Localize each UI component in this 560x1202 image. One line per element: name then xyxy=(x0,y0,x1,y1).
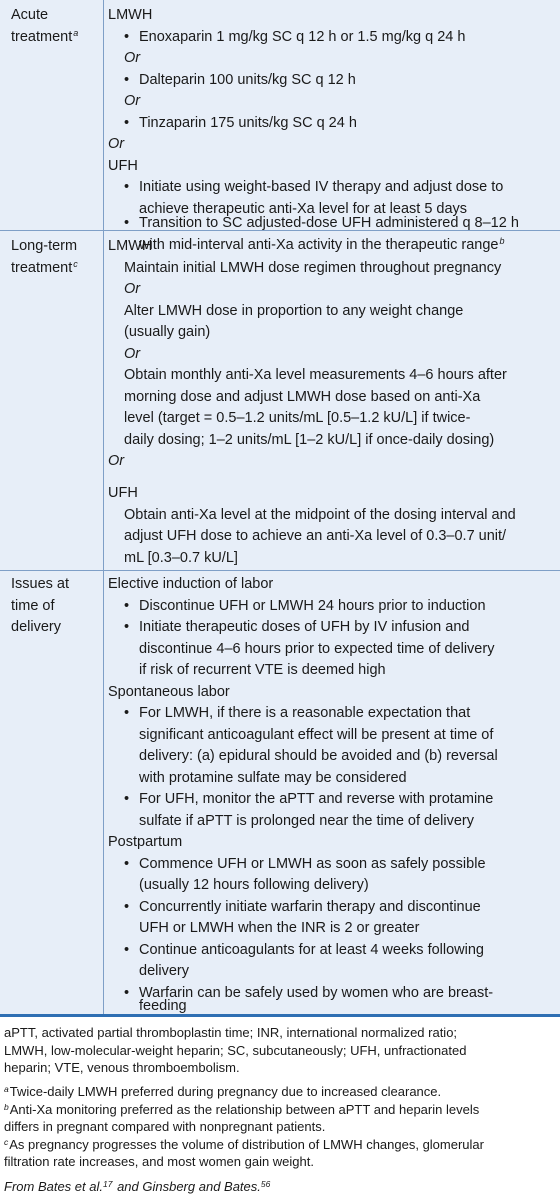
or-text: Or xyxy=(108,136,125,152)
list-item: daily dosing; 1–2 units/mL [1–2 kU/L] if once-daily dosing) xyxy=(124,431,495,448)
list-item: Enoxaparin 1 mg/kg SC q 12 h or 1.5 mg/kg q 24 h xyxy=(139,28,466,45)
list-item: Initiate therapeutic doses of UFH by IV infusion and xyxy=(139,619,470,635)
abbreviations: aPTT, activated partial thromboplastin time; INR, international normalized ratio; xyxy=(4,1025,458,1040)
list-item: Warfarin can be safely used by women who are breast- xyxy=(139,984,494,1001)
list-item: adjust UFH dose to achieve an anti-Xa level of 0.3–0.7 unit/ xyxy=(124,528,507,544)
or-text: Or xyxy=(108,453,125,469)
drug-heading: UFH xyxy=(108,157,138,174)
footnote-b: $^b$Anti-Xa monitoring preferred as the relationship between aPTT and heparin levels xyxy=(4,1101,480,1117)
bullet: • xyxy=(124,597,130,614)
list-item: Maintain initial LMWH dose regimen throughout pregnancy xyxy=(124,259,502,276)
list-item: For LMWH, if there is a reasonable expectation that xyxy=(139,705,471,721)
list-item: (usually gain) xyxy=(124,324,211,340)
list-item: Initiate using weight-based IV therapy and adjust dose to xyxy=(139,179,504,195)
row-label: treatment$^a$ xyxy=(11,27,79,45)
footnote-c: filtration rate increases, and most women gain weight. xyxy=(4,1154,314,1169)
list-item: Transition to SC adjusted-dose UFH administered q 8–12 h xyxy=(139,215,519,231)
source-citation: From Bates et al.$^{17}$ and Ginsberg and Bates.$^{56}$ xyxy=(4,1179,271,1194)
list-item: For UFH, monitor the aPTT and reverse with protamine xyxy=(139,791,494,807)
bullet: • xyxy=(124,941,130,958)
column-divider xyxy=(103,0,104,1014)
section-heading: Elective induction of labor xyxy=(108,576,274,592)
bullet: • xyxy=(124,791,130,807)
bullet: • xyxy=(124,179,130,195)
list-item: with protamine sulfate may be considered xyxy=(139,769,407,786)
drug-heading: LMWH xyxy=(108,7,153,23)
bullet: • xyxy=(124,705,130,721)
footnote-b: differs in pregnant compared with nonpregnant patients. xyxy=(4,1119,326,1134)
bullet: • xyxy=(124,984,130,1001)
drug-heading: UFH xyxy=(108,485,138,501)
list-item: delivery xyxy=(139,963,189,979)
list-item: Obtain anti-Xa level at the midpoint of the dosing interval and xyxy=(124,506,516,523)
list-item: Discontinue UFH or LMWH 24 hours prior to induction xyxy=(139,597,486,614)
list-item: discontinue 4–6 hours prior to expected time of delivery xyxy=(139,640,495,657)
list-item: mL [0.3–0.7 kU/L] xyxy=(124,549,238,566)
list-item: (usually 12 hours following delivery) xyxy=(139,877,369,893)
row-label: Long-term xyxy=(11,238,78,254)
bullet: • xyxy=(124,215,130,231)
abbreviations: LMWH, low-molecular-weight heparin; SC, subcutaneously; UFH, unfractionated xyxy=(4,1042,467,1058)
list-item: if risk of recurrent VTE is deemed high xyxy=(139,662,386,678)
or-text: Or xyxy=(124,93,141,109)
section-heading: Postpartum xyxy=(108,834,183,850)
or-text: Or xyxy=(124,345,141,362)
bullet: • xyxy=(124,71,130,88)
row-label: delivery xyxy=(11,619,61,635)
row-label: Issues at xyxy=(11,576,70,592)
list-item: morning dose and adjust LMWH dose based on anti-Xa xyxy=(124,388,481,405)
abbreviations: heparin; VTE, venous thromboembolism. xyxy=(4,1060,240,1075)
list-item: delivery: (a) epidural should be avoided and (b) reversal xyxy=(139,748,498,764)
list-item: achieve therapeutic anti-Xa level for at least 5 days xyxy=(139,200,468,217)
drug-heading: LMWH xyxy=(108,238,153,254)
list-item: Dalteparin 100 units/kg SC q 12 h xyxy=(139,71,356,88)
list-item: level (target = 0.5–1.2 units/mL [0.5–1.2 kU/L] if twice- xyxy=(124,410,471,426)
row-divider xyxy=(0,570,560,571)
row-label: Acute xyxy=(11,7,49,23)
footnote-a: $^a$Twice-daily LMWH preferred during pregnancy due to increased clearance. xyxy=(4,1084,442,1099)
list-item: Obtain monthly anti-Xa level measurements 4–6 hours after xyxy=(124,367,507,383)
or-text: Or xyxy=(124,50,141,66)
bullet: • xyxy=(124,114,130,131)
list-item: Continue anticoagulants for at least 4 weeks following xyxy=(139,941,484,958)
bullet: • xyxy=(124,855,130,872)
list-item: UFH or LMWH when the INR is 2 or greater xyxy=(139,920,420,936)
list-item: Commence UFH or LMWH as soon as safely possible xyxy=(139,855,486,872)
list-item: feeding xyxy=(139,998,187,1014)
list-item: sulfate if aPTT is prolonged near the time of delivery xyxy=(139,812,475,829)
list-item: significant anticoagulant effect will be present at time of xyxy=(139,726,494,743)
bullet: • xyxy=(124,28,130,45)
bullet: • xyxy=(124,619,130,635)
bullet: • xyxy=(124,898,130,915)
row-label: time of xyxy=(11,597,55,614)
list-item: Tinzaparin 175 units/kg SC q 24 h xyxy=(139,114,357,131)
footnote-c: $^c$As pregnancy progresses the volume of distribution of LMWH changes, glomerular xyxy=(4,1136,484,1152)
section-heading: Spontaneous labor xyxy=(108,683,230,700)
list-item: Concurrently initiate warfarin therapy and discontinue xyxy=(139,898,481,915)
list-item: with mid-interval anti-Xa activity in the therapeutic range$^b$ xyxy=(139,235,505,253)
row-label: treatment$^c$ xyxy=(11,258,78,276)
list-item: Alter LMWH dose in proportion to any weight change xyxy=(124,302,464,319)
or-text: Or xyxy=(124,281,141,297)
